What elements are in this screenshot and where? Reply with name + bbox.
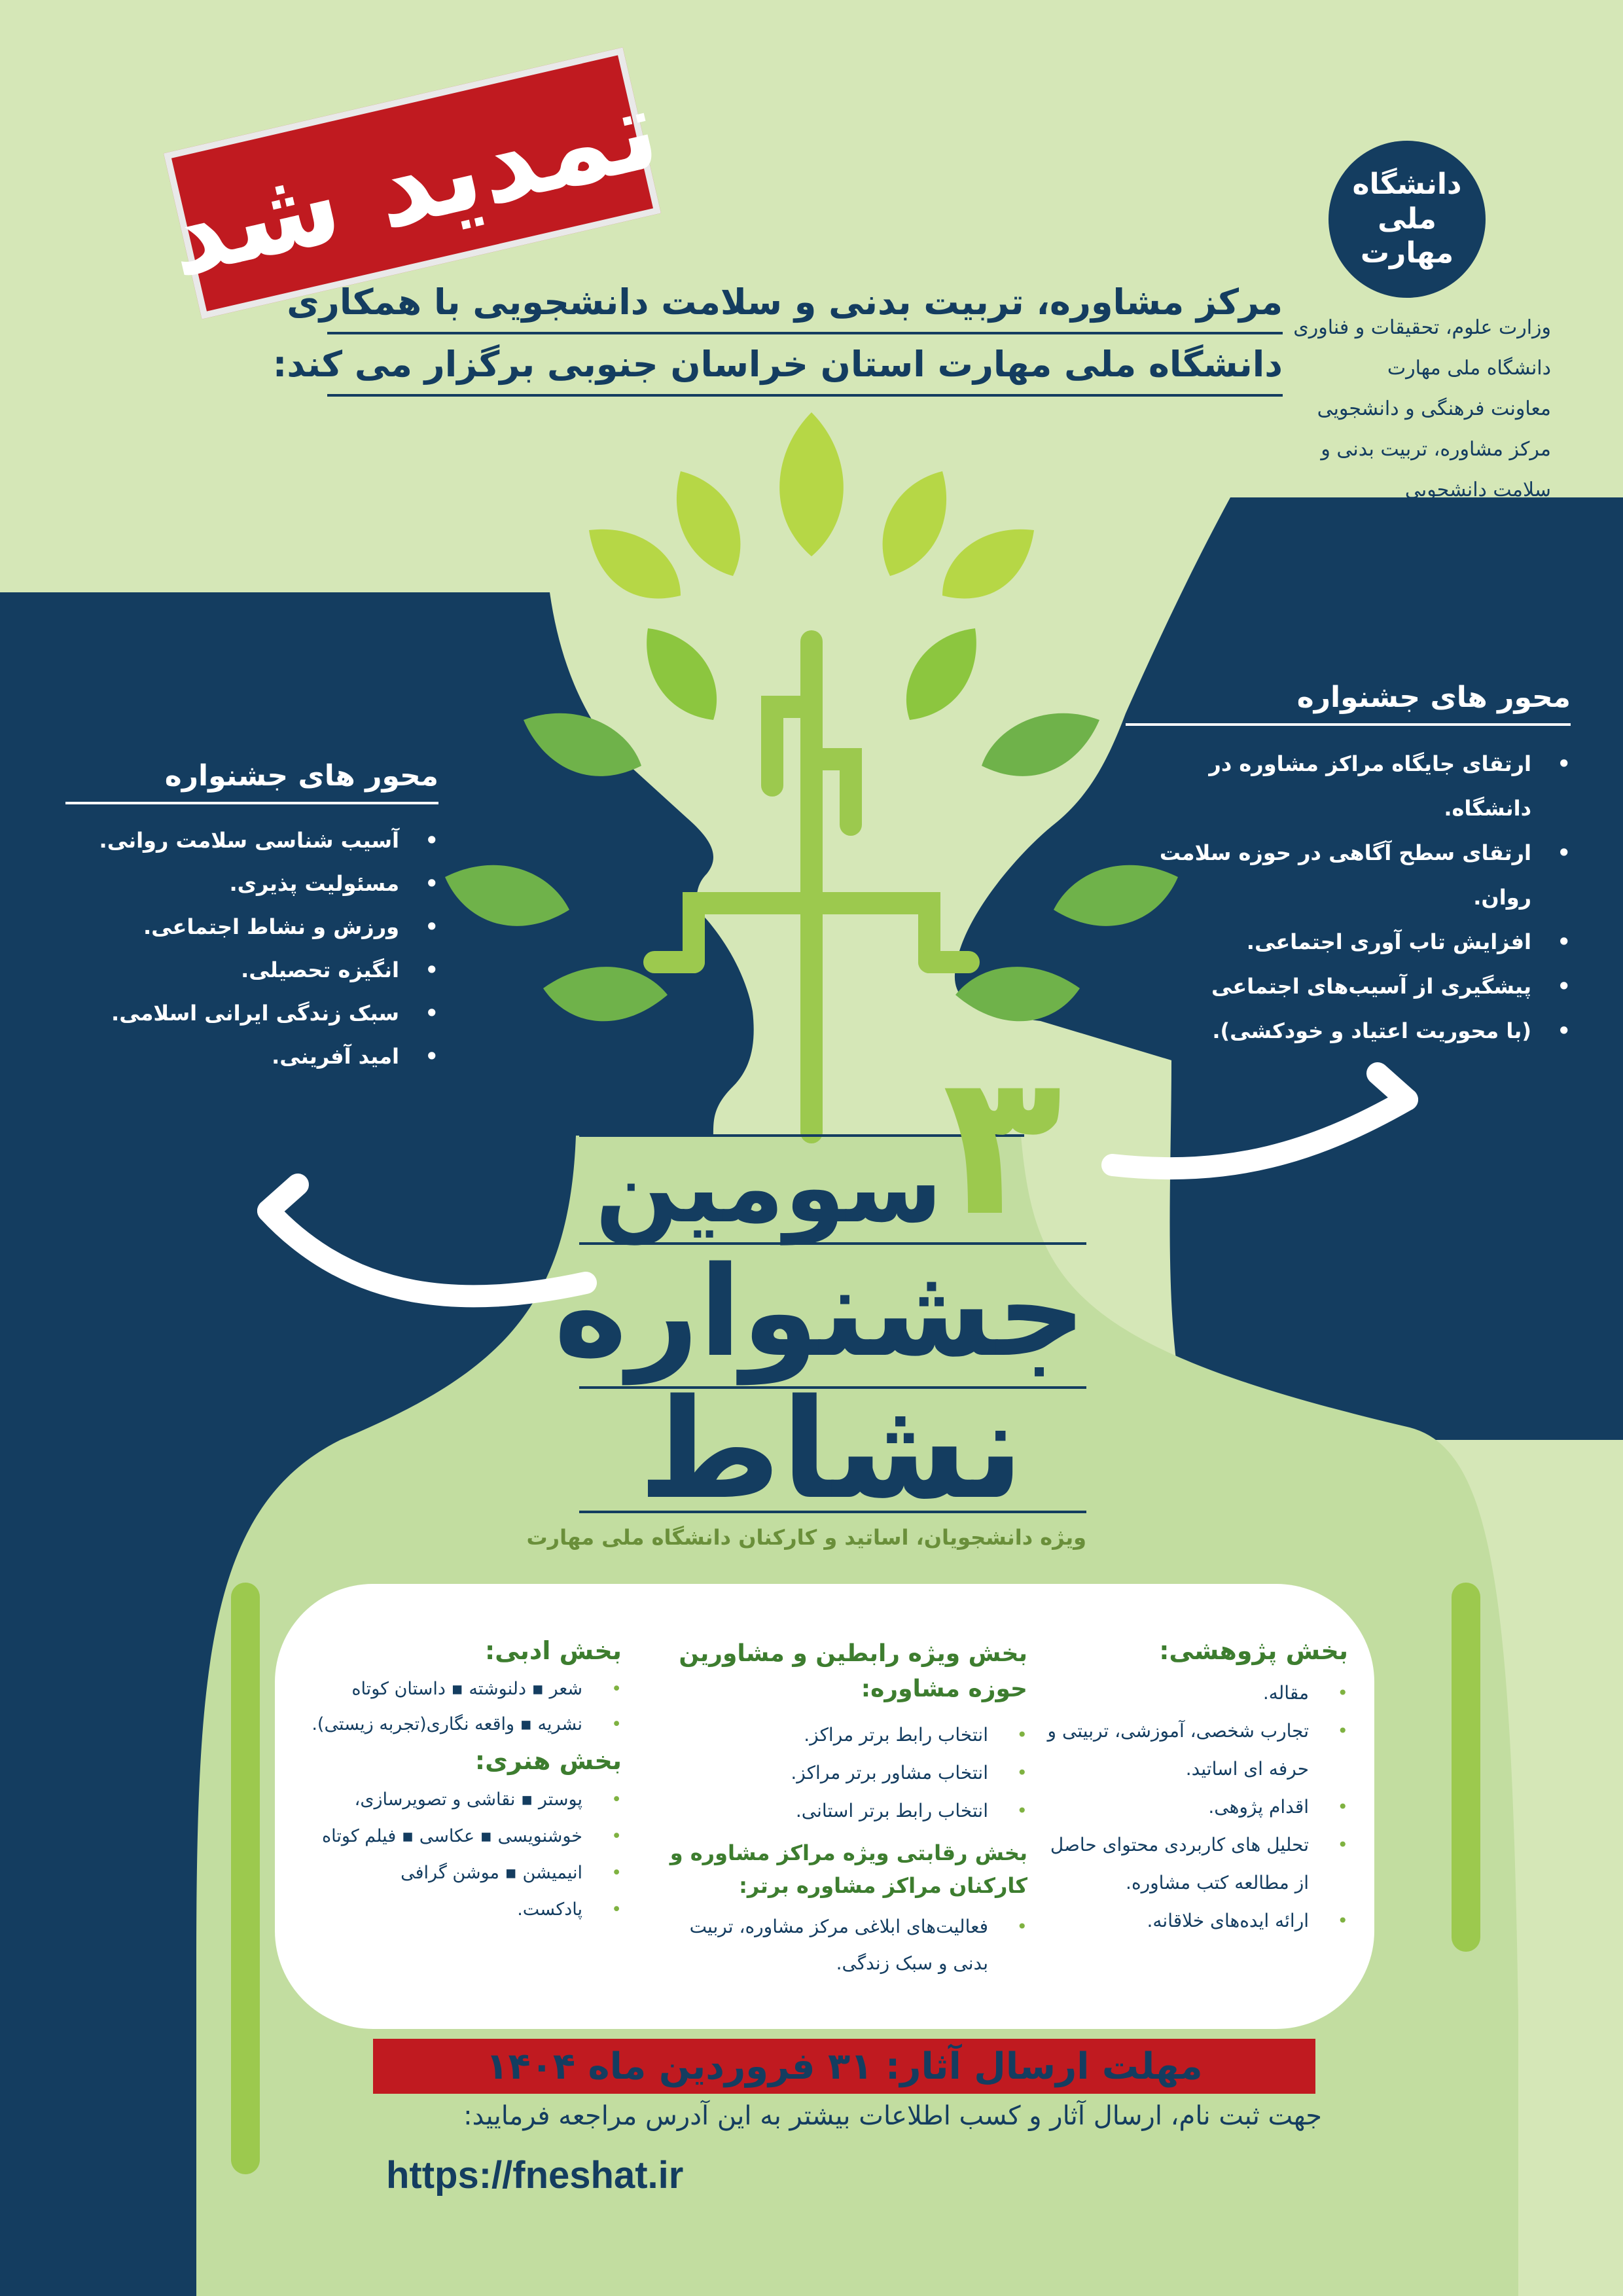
logo-line-deputy: معاونت فرهنگی و دانشجویی xyxy=(1317,397,1551,420)
axis-left-item: • مسئولیت پذیری. xyxy=(65,862,438,905)
axis-right-item-note: • (با محوریت اعتیاد و خودکشی). xyxy=(1126,1009,1571,1053)
axis-left-item: • آسیب شناسی سلامت روانی. xyxy=(65,819,438,862)
artistic-item: • انیمیشن ▪ موشن گرافی xyxy=(281,1855,622,1892)
header xyxy=(272,281,1283,397)
leaf-4r xyxy=(906,628,976,720)
artistic-item: • پادکست. xyxy=(281,1892,622,1928)
leaf-5l xyxy=(524,713,641,776)
logo-line-ministry: وزارت علوم، تحقیقات و فناوری xyxy=(1293,316,1551,339)
section-research-list xyxy=(1047,1674,1348,1940)
leaf-4l xyxy=(647,628,717,720)
festival-number: ۳ xyxy=(942,1031,1063,1259)
website-link[interactable]: https://fneshat.ir xyxy=(386,2154,684,2197)
festival-ordinal: سومین xyxy=(595,1131,942,1245)
section-artistic-title: بخش هنری: xyxy=(474,1746,622,1775)
logo-hierarchy xyxy=(1263,308,1551,511)
axes-right-panel xyxy=(1126,681,1571,1053)
university-logo xyxy=(1329,141,1486,298)
logo-line-center: مرکز مشاوره، تربیت بدنی و سلامت دانشجویی xyxy=(1321,438,1551,501)
section-literary-title: بخش ادبی: xyxy=(484,1636,622,1665)
research-item: • مقاله. xyxy=(1047,1674,1348,1712)
axis-right-item: • پیشگیری از آسیب‌های اجتماعی xyxy=(1126,964,1571,1009)
leaf-7r xyxy=(955,967,1080,1021)
festival-word-2: نشاط xyxy=(638,1369,1024,1530)
axes-left-title: محور های جشنواره xyxy=(65,759,438,804)
section-research-title: بخش پژوهشی: xyxy=(1159,1636,1348,1665)
leaf-7l xyxy=(543,967,668,1021)
research-item: • ارائه ایده‌های خلاقانه. xyxy=(1047,1902,1348,1940)
logo-line-university: دانشگاه ملی مهارت xyxy=(1387,357,1551,380)
artistic-item: • خوشنویسی ▪ عکاسی ▪ فیلم کوتاه xyxy=(281,1818,622,1855)
axis-right-item: • ارتقای سطح آگاهی در حوزه سلامت روان. xyxy=(1126,831,1571,920)
footer-note: جهت ثبت نام، ارسال آثار و کسب اطلاعات بیشتر به این آدرس مراجعه فرمایید: xyxy=(463,2101,1322,2131)
section-competitive-list xyxy=(661,1909,1027,1982)
literary-item: • نشریه ▪ واقعه نگاری(تجربه زیستی). xyxy=(281,1707,622,1742)
section-liaison-title: بخش ویژه رابطین و مشاورین حوزه مشاوره: xyxy=(679,1640,1027,1702)
research-item: • اقدام پژوهی. xyxy=(1047,1788,1348,1826)
leaf-top xyxy=(779,412,844,556)
axis-left-item: • امید آفرینی. xyxy=(65,1035,438,1078)
leaf-3r xyxy=(942,529,1034,599)
leaf-5r xyxy=(982,713,1099,776)
axis-right-item: • ارتقای جایگاه مراکز مشاوره در دانشگاه. xyxy=(1126,742,1571,831)
stamp-text: تمدید شد xyxy=(154,63,670,303)
leaf-2r xyxy=(883,471,946,576)
research-item: • تحلیل های کاربردی محتوای حاصل از مطالعه کتب مشاوره. xyxy=(1047,1826,1348,1902)
header-line-1: مرکز مشاوره، تربیت بدنی و سلامت دانشجویی با همکاری xyxy=(327,281,1283,334)
section-literary xyxy=(281,1636,622,1928)
artistic-item: • پوستر ▪ نقاشی و تصویرسازی، xyxy=(281,1782,622,1818)
axes-left-panel xyxy=(65,759,438,1078)
section-literary-list xyxy=(281,1672,622,1742)
festival-subtitle: ویژه دانشجویان، اساتید و کارکنان دانشگاه ملی مهارت xyxy=(526,1525,1086,1550)
section-competitive-title: بخش رقابتی ویژه مراکز مشاوره و کارکنان مراکز مشاوره برتر: xyxy=(669,1840,1027,1898)
axis-right-item: • افزایش تاب آوری اجتماعی. xyxy=(1126,920,1571,964)
liaison-item: • انتخاب رابط برتر استانی. xyxy=(661,1792,1027,1830)
section-artistic-list xyxy=(281,1782,622,1928)
axes-right-title: محور های جشنواره xyxy=(1126,681,1571,726)
liaison-item: • انتخاب مشاور برتر مراکز. xyxy=(661,1754,1027,1792)
deadline-banner xyxy=(373,2039,1315,2094)
section-liaison xyxy=(661,1636,1027,1982)
liaison-item: • انتخاب رابط برتر مراکز. xyxy=(661,1716,1027,1754)
header-line-2: دانشگاه ملی مهارت استان خراسان جنوبی برگزار می کند: xyxy=(327,334,1283,397)
axes-left-list xyxy=(65,819,438,1078)
section-liaison-list xyxy=(661,1716,1027,1830)
logo-emblem-text: دانشگاه ملی مهارت xyxy=(1352,167,1462,270)
festival-word-1: جشنواره xyxy=(554,1240,1086,1384)
deadline-text: مهلت ارسال آثار: ۳۱ فروردین ماه ۱۴۰۴ xyxy=(486,2045,1203,2088)
section-research xyxy=(1047,1636,1348,1940)
research-item: • تجارب شخصی، آموزشی، تربیتی و حرفه ای اساتید. xyxy=(1047,1712,1348,1788)
leaf-6l xyxy=(445,865,569,926)
axis-left-item: • انگیزه تحصیلی. xyxy=(65,948,438,992)
literary-item: • شعر ▪ دلنوشته ▪ داستان کوتاه xyxy=(281,1672,622,1707)
axis-left-item: • سبک زندگی ایرانی اسلامی. xyxy=(65,992,438,1035)
axis-left-item: • ورزش و نشاط اجتماعی. xyxy=(65,905,438,948)
leaf-2l xyxy=(677,471,740,576)
leaf-3l xyxy=(589,529,681,599)
axes-right-list xyxy=(1126,742,1571,1053)
competitive-item: • فعالیت‌های ابلاغی مرکز مشاوره، تربیت بدنی و سبک زندگی. xyxy=(661,1909,1027,1982)
